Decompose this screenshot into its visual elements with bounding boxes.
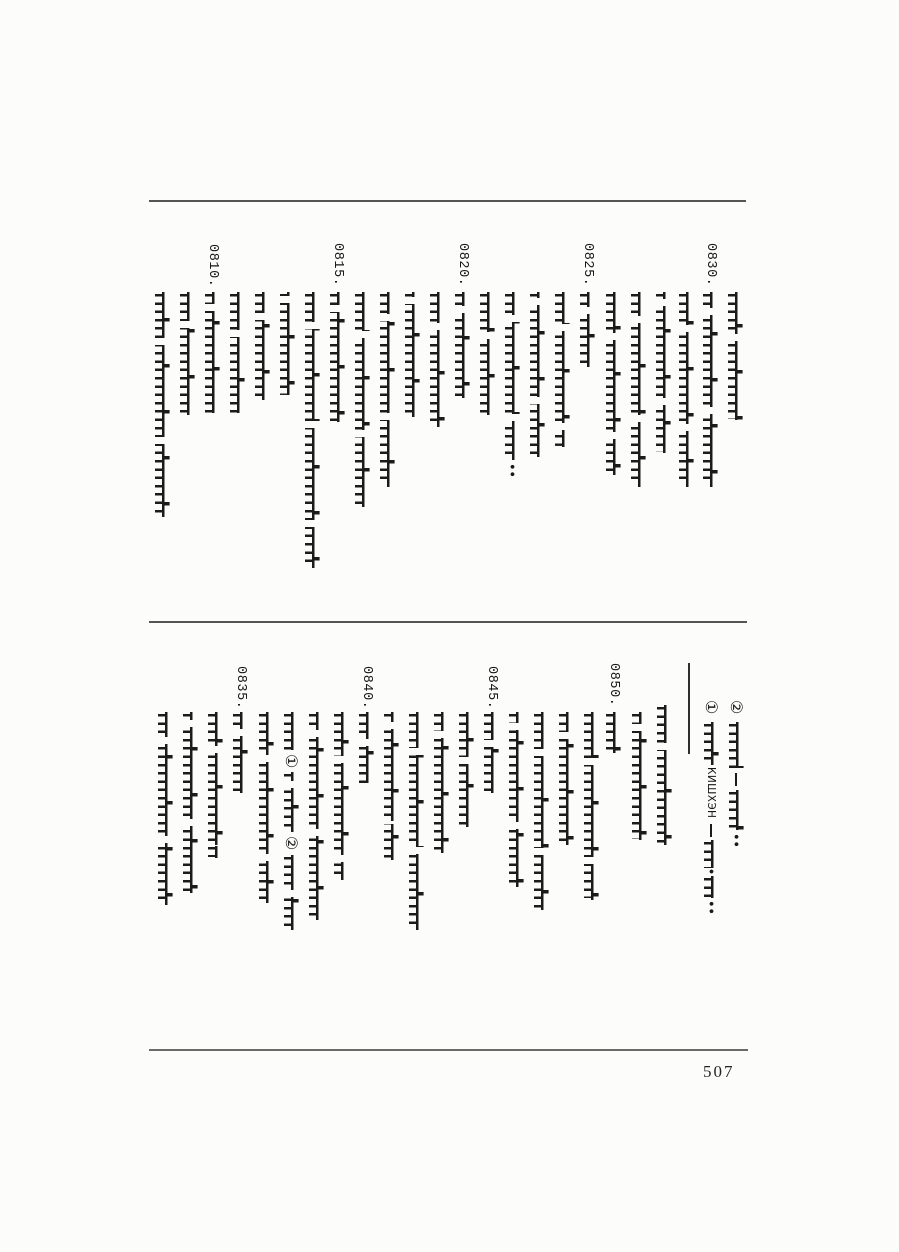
mongolian-text-column bbox=[459, 712, 474, 827]
mongolian-text-column bbox=[230, 292, 245, 413]
inline-sense-marker-1: ① bbox=[282, 753, 301, 769]
mongolian-text-column bbox=[380, 292, 395, 487]
cyrillic-gloss: КИШХЭН bbox=[705, 767, 717, 819]
entry-number-0840: 0840. bbox=[359, 666, 374, 710]
entry-number-0825: 0825. bbox=[580, 243, 595, 287]
mongolian-text-column bbox=[657, 705, 672, 845]
mongolian-text-column bbox=[679, 292, 694, 487]
mongolian-text-column bbox=[233, 712, 248, 793]
mongolian-text-column bbox=[305, 292, 320, 568]
mongolian-text-column bbox=[555, 292, 570, 447]
mongolian-text-column bbox=[384, 712, 399, 860]
mongolian-text-column bbox=[729, 790, 744, 830]
entry-number-0810: 0810. bbox=[205, 244, 220, 288]
mongolian-text-column bbox=[559, 712, 574, 845]
entry-number-0845: 0845. bbox=[484, 666, 499, 710]
mongolian-text-column bbox=[704, 840, 719, 868]
mongolian-text-column bbox=[155, 292, 170, 517]
mongolian-text-column bbox=[183, 712, 198, 893]
vertical-separator bbox=[688, 663, 690, 754]
mongolian-text-column bbox=[180, 292, 195, 415]
mongolian-text-column bbox=[728, 292, 743, 420]
entry-number-0815: 0815. bbox=[330, 243, 345, 287]
dash bbox=[735, 773, 737, 786]
mongolian-colon bbox=[709, 901, 714, 914]
mongolian-text-column bbox=[409, 712, 424, 930]
entry-number-0830: 0830. bbox=[703, 243, 718, 287]
entry-number-0820: 0820. bbox=[455, 243, 470, 287]
mongolian-colon bbox=[510, 464, 515, 477]
sense-marker-2: ② bbox=[727, 699, 746, 715]
mongolian-text-column bbox=[703, 292, 718, 487]
mongolian-text-column bbox=[584, 712, 599, 900]
mongolian-text-column bbox=[632, 712, 647, 840]
mongolian-text-column bbox=[205, 292, 220, 413]
mongolian-text-column bbox=[606, 712, 621, 753]
mongolian-text-column bbox=[704, 876, 719, 898]
mongolian-text-column bbox=[284, 772, 299, 832]
middle-rule bbox=[149, 621, 747, 623]
top-rule bbox=[149, 200, 746, 202]
mongolian-text-column bbox=[434, 712, 449, 853]
mongolian-text-column bbox=[330, 292, 345, 422]
mongolian-text-column bbox=[580, 292, 595, 367]
entry-number-0850: 0850. bbox=[606, 663, 621, 707]
mongolian-text-column bbox=[656, 292, 671, 453]
mongolian-text-column bbox=[430, 292, 445, 427]
mongolian-text-column bbox=[505, 292, 520, 460]
mongolian-text-column bbox=[255, 292, 270, 400]
mongolian-text-column bbox=[284, 712, 299, 750]
mongolian-text-column bbox=[309, 712, 324, 920]
mongolian-dot bbox=[709, 869, 714, 874]
mongolian-text-column bbox=[606, 292, 621, 475]
mongolian-text-column bbox=[405, 292, 420, 417]
page-number: 507 bbox=[703, 1062, 735, 1081]
mongolian-colon bbox=[734, 834, 739, 847]
mongolian-text-column bbox=[208, 712, 223, 858]
mongolian-text-column bbox=[509, 712, 524, 887]
mongolian-text-column bbox=[334, 712, 349, 880]
entry-number-0835: 0835. bbox=[233, 666, 248, 710]
mongolian-text-column bbox=[259, 712, 274, 903]
inline-sense-marker-2: ② bbox=[282, 835, 301, 851]
mongolian-text-column bbox=[530, 292, 545, 457]
mongolian-text-column bbox=[284, 855, 299, 930]
bottom-rule bbox=[149, 1049, 748, 1051]
mongolian-text-column bbox=[729, 722, 744, 768]
mongolian-text-column bbox=[534, 712, 549, 910]
mongolian-text-column bbox=[704, 722, 719, 765]
mongolian-text-column bbox=[359, 712, 374, 783]
mongolian-text-column bbox=[631, 292, 646, 487]
mongolian-text-column bbox=[158, 712, 173, 905]
mongolian-text-column bbox=[355, 292, 370, 507]
mongolian-text-column bbox=[484, 712, 499, 793]
sense-marker-1: ① bbox=[702, 699, 721, 715]
mongolian-text-column bbox=[280, 292, 295, 395]
mongolian-text-column bbox=[480, 292, 495, 415]
dash bbox=[710, 824, 712, 837]
mongolian-text-column bbox=[455, 292, 470, 398]
